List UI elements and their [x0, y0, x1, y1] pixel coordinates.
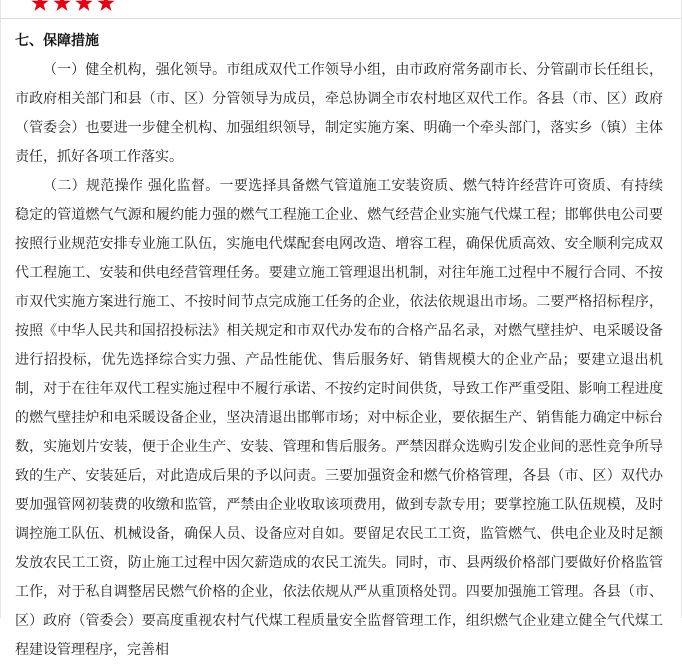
section-heading: 七、保障措施	[15, 33, 99, 49]
paragraph-supervision: （二）规范操作 强化监督。一要选择具备燃气管道施工安装资质、燃气特许经营许可资质、有持续稳定的管道燃气气源和履约能力强的燃气工程施工企业、燃气经营企业实施气代煤工程；邯郸供电公司要按照行业规范安排专业施工队伍，实施电代煤配套电网改造、增容工程，确保优质高效、安全顺利完成双代工程施工、安装和供电经营管理任务。要建立施工管理退出机制，对往年施工过程中不履行合同、不按市双代实施方案进行施工、不按时间节点完成施工任务的企业，依法依规退出市场。二要严格招标程序，按照《中华人民共和国招投标法》相关规定和市双代办发布的合格产品名录，对燃气壁挂炉、电采暖设备进行招投标，优先选择综合实力强、产品性能优、售后服务好、销售规模大的企业产品；要建立退出机制，对于在往年双代工程实施过程中不履行承诺、不按约定时间供货，导致工作严重受阻、影响工程进度的燃气壁挂炉和电采暖设备企业，坚决清退出邯郸市场；对中标企业，要依据生产、销售能力确定中标台数，实施划片安装，便于企业生产、安装、管理和售后服务。严禁因群众选购引发企业间的恶性竞争所导致的生产、安装延后，对此造成后果的予以问责。三要加强资金和燃气价格管理，各县（市、区）双代办要加强管网初装费的收缴和监管，严禁由企业收取该项费用，做到专款专用；要掌控施工队伍规模，及时调控施工队伍、机械设备，确保人员、设备应对自如。要留足农民工工资，监管燃气、供电企业及时足额发放农民工工资，防止施工过程中因欠薪造成的农民工流失。同时，市、县两级价格部门要做好价格监管工作，对于私自调整居民燃气价格的企业，依法依规从严从重顶格处罚。四要加强施工管理。各县（市、区）政府（管委会）要高度重视农村气代煤工程质量安全监督管理工作，组织燃气企业建立健全气代煤工程建设管理程序，完善相	[15, 178, 663, 658]
star-icon	[75, 0, 93, 12]
star-decoration	[31, 0, 115, 18]
star-icon	[97, 0, 115, 12]
star-icon	[31, 0, 49, 12]
star-icon	[53, 0, 71, 12]
paragraph-leadership: （一）健全机构，强化领导。市组成双代工作领导小组，由市政府常务副市长、分管副市长任组长，市政府相关部门和县（市、区）分管领导为成员，牵总协调全市农村地区双代工作。各县（市、区）政府（管委会）也要进一步健全机构、加强组织领导，制定实施方案、明确一个牵头部门，落实乡（镇）主体责任，抓好各项工作落实。	[15, 62, 663, 165]
top-divider	[1, 18, 681, 19]
article-content	[15, 30, 663, 665]
